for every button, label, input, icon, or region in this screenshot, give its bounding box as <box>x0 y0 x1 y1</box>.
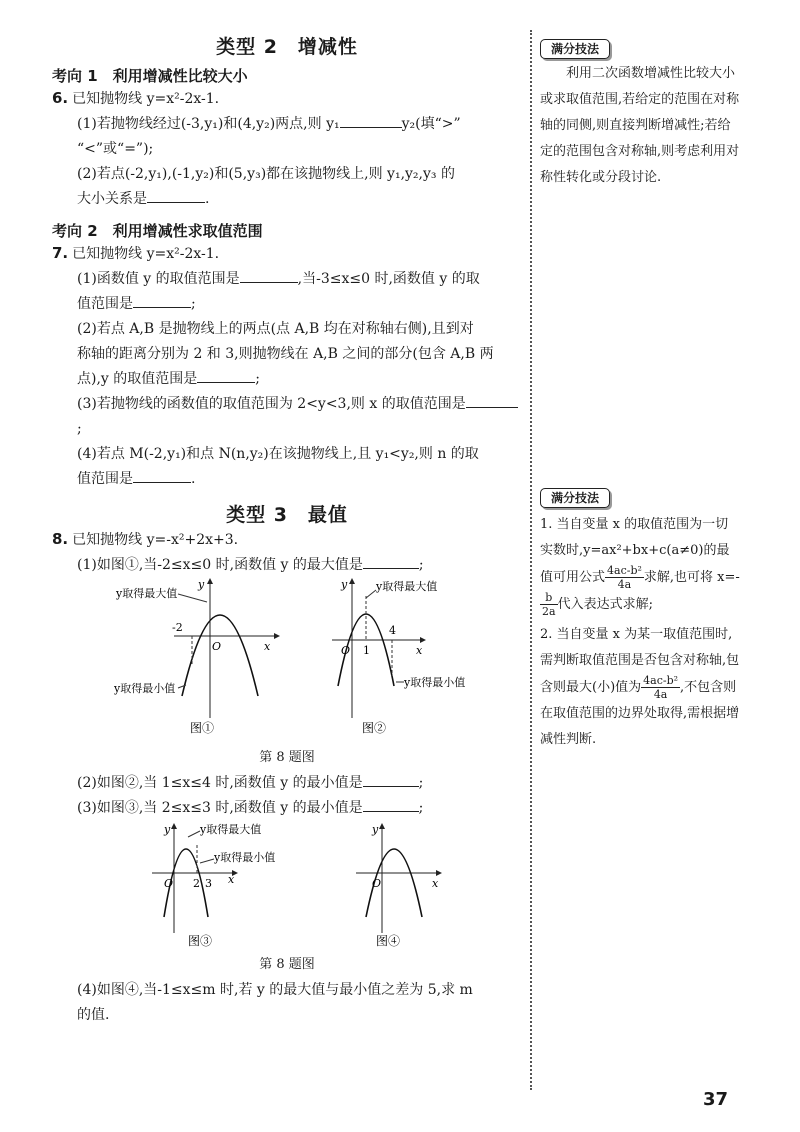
column-divider <box>530 30 532 1090</box>
max-annotation: y取得最大值 <box>200 823 262 836</box>
question-7 <box>52 241 522 492</box>
q8-part4-text-2: 的值. <box>77 1007 110 1023</box>
answer-blank[interactable] <box>363 772 419 787</box>
q7-part3-text: (3)若抛物线的函数值的取值范围为 2<y<3,则 x 的取值范围是 <box>77 396 466 412</box>
tip-text-1 <box>540 512 740 618</box>
fraction-denominator: 2a <box>542 605 556 618</box>
x-axis-label: x <box>264 640 271 653</box>
annotation-leader <box>188 831 200 837</box>
x-axis-label: x <box>228 873 235 886</box>
origin-label: O <box>341 644 351 657</box>
q7-part1-text-3: 值范围是 <box>77 296 133 312</box>
answer-blank[interactable] <box>197 368 255 383</box>
q8-part1-end: ; <box>418 557 424 573</box>
q6-part2-text-2: 大小关系是 <box>77 191 147 207</box>
x-axis-label: x <box>416 644 423 657</box>
fraction-denominator: 4a <box>653 688 668 701</box>
origin-label: O <box>372 877 382 890</box>
figure-caption: 第 8 题图 <box>259 957 315 972</box>
q8-part2-text: (2)如图②,当 1≤x≤4 时,函数值 y 的最小值是 <box>77 775 363 791</box>
tip-text-part: 求解,也可将 x=- <box>643 570 740 585</box>
figure-caption: 第 8 题图 <box>259 750 315 765</box>
max-annotation: y取得最大值 <box>116 587 178 600</box>
figure-3 <box>148 821 318 951</box>
y-axis-arrow <box>379 823 385 829</box>
answer-blank[interactable] <box>147 188 205 203</box>
question-8 <box>52 527 522 1028</box>
y-axis-arrow <box>349 578 355 584</box>
answer-blank[interactable] <box>340 113 402 128</box>
tip-text-part: 代入表达式求解; <box>557 597 653 612</box>
y-axis-label: y <box>341 578 348 591</box>
x-axis-arrow <box>420 637 426 643</box>
section-title-type3: 类型 3 最值 <box>226 504 348 526</box>
tip-box-2 <box>540 487 740 753</box>
x-axis-arrow <box>274 633 280 639</box>
annotation-leader <box>178 594 207 602</box>
origin-label: O <box>164 877 174 890</box>
q7-part1-end: ; <box>191 296 196 312</box>
main-column <box>52 32 522 1028</box>
tip-tag: 满分技法 <box>540 488 610 508</box>
figure-row-2 <box>52 821 522 953</box>
y-axis-label: y <box>198 578 205 591</box>
figure-row-1 <box>52 578 522 746</box>
question-number: 6. <box>52 89 69 107</box>
tip-box-1 <box>540 38 740 191</box>
fraction-numerator: 4ac-b² <box>607 564 642 577</box>
q8-part3-end: ; <box>418 800 424 816</box>
direction-heading-2: 考向 2 利用增减性求取值范围 <box>52 222 263 240</box>
q7-part2-text: (2)若点 A,B 是抛物线上的两点(点 A,B 均在对称轴右侧),且到对 <box>77 321 474 337</box>
max-annotation: y取得最大值 <box>376 580 438 593</box>
tick-label: 2 <box>193 877 200 890</box>
question-number: 7. <box>52 244 69 262</box>
tip-text-part: 1. 当自变量 x 的取值范围为一切实数时,y=ax²+bx+c(a≠0)的最值可用公式 <box>540 517 730 585</box>
figure-label: 图③ <box>188 934 213 948</box>
q6-part1-text-3: “<”或“=”); <box>77 141 154 157</box>
answer-blank[interactable] <box>133 293 191 308</box>
y-axis-label: y <box>372 823 379 836</box>
q7-part1-text-2: ,当-3≤x≤0 时,函数值 y 的取 <box>297 271 480 287</box>
fraction-numerator: 4ac-b² <box>643 674 679 687</box>
formula-fraction <box>540 591 558 618</box>
figure-2 <box>322 578 502 740</box>
q8-part2-end: ; <box>418 775 424 791</box>
question-stem: 已知抛物线 y=x²-2x-1. <box>72 91 220 107</box>
figure-4 <box>352 821 492 951</box>
x-axis-label: x <box>432 877 439 890</box>
answer-blank[interactable] <box>363 554 419 569</box>
fraction-denominator: 4a <box>617 578 632 591</box>
annotation-leader <box>200 859 214 863</box>
origin-label: O <box>212 640 222 653</box>
tip-text-part: ,不包含则在取值范围的边界处取得,需根据增减性判断. <box>540 680 740 747</box>
q8-part1-text: (1)如图①,当-2≤x≤0 时,函数值 y 的最大值是 <box>77 557 363 573</box>
fraction-numerator: b <box>540 591 558 605</box>
tick-label: -2 <box>172 621 183 634</box>
answer-blank[interactable] <box>466 393 518 408</box>
q7-part4-end: . <box>191 471 196 487</box>
formula-fraction <box>641 674 680 701</box>
tip-text-part: 2. 当自变量 x 为某一取值范围时,需判断取值范围是否包含对称轴,包含则最大(小)值为 <box>540 627 740 695</box>
min-annotation: y取得最小值 <box>404 676 466 689</box>
formula-fraction <box>605 564 644 591</box>
question-number: 8. <box>52 530 69 548</box>
y-axis-arrow <box>207 578 213 584</box>
tip-text: 利用二次函数增减性比较大小或求取值范围,若给定的范围在对称轴的同侧,则直接判断增减性;若给定的范围包含对称轴,则考虑利用对称性转化或分段讨论. <box>540 66 740 185</box>
y-axis-arrow <box>171 823 177 829</box>
q7-part4-text-2: 值范围是 <box>77 471 133 487</box>
min-annotation: y取得最小值 <box>214 851 276 864</box>
q7-part2-end: ; <box>255 371 260 387</box>
min-annotation: y取得最小值 <box>114 682 176 695</box>
q6-part2-end: . <box>205 191 210 207</box>
section-title-type2: 类型 2 增减性 <box>216 36 358 58</box>
tip-tag: 满分技法 <box>540 39 610 59</box>
figure-1 <box>114 578 284 740</box>
page-number: 37 <box>702 1089 728 1110</box>
q7-part2-text-2: 称轴的距离分别为 2 和 3,则抛物线在 A,B 之间的部分(包含 A,B 两 <box>77 346 494 362</box>
q8-part4-text: (4)如图④,当-1≤x≤m 时,若 y 的最大值与最小值之差为 5,求 m <box>77 982 473 998</box>
answer-blank[interactable] <box>363 797 419 812</box>
y-axis-label: y <box>164 823 171 836</box>
tick-label: 3 <box>205 877 212 890</box>
x-axis-arrow <box>436 870 442 876</box>
tick-label: 4 <box>389 624 396 637</box>
tick-label: 1 <box>363 644 370 657</box>
answer-blank[interactable] <box>133 468 191 483</box>
question-stem: 已知抛物线 y=x²-2x-1. <box>72 246 220 262</box>
q7-part1-text: (1)函数值 y 的取值范围是 <box>77 271 240 287</box>
figure-label: 图② <box>362 721 387 735</box>
figure-label: 图④ <box>376 934 401 948</box>
tip-text-2 <box>540 622 740 753</box>
question-stem: 已知抛物线 y=-x²+2x+3. <box>72 532 239 548</box>
direction-heading-1: 考向 1 利用增减性比较大小 <box>52 67 248 85</box>
parabola <box>182 615 258 696</box>
q8-part3-text: (3)如图③,当 2≤x≤3 时,函数值 y 的最小值是 <box>77 800 363 816</box>
figure-label: 图① <box>190 721 215 735</box>
question-6 <box>52 86 522 212</box>
q7-part4-text: (4)若点 M(-2,y₁)和点 N(n,y₂)在该抛物线上,且 y₁<y₂,则 n 的取 <box>77 446 479 462</box>
q6-part2-text: (2)若点(-2,y₁),(-1,y₂)和(5,y₃)都在该抛物线上,则 y₁,y₂,y₃ 的 <box>77 166 455 182</box>
answer-blank[interactable] <box>240 268 298 283</box>
annotation-leader <box>366 590 376 598</box>
q7-part3-end: ; <box>77 421 82 437</box>
q6-part1-text-2: y₂(填“>” <box>401 116 461 132</box>
q6-part1-text: (1)若抛物线经过(-3,y₁)和(4,y₂)两点,则 y₁ <box>77 116 340 132</box>
q7-part2-text-3: 点),y 的取值范围是 <box>77 371 198 387</box>
